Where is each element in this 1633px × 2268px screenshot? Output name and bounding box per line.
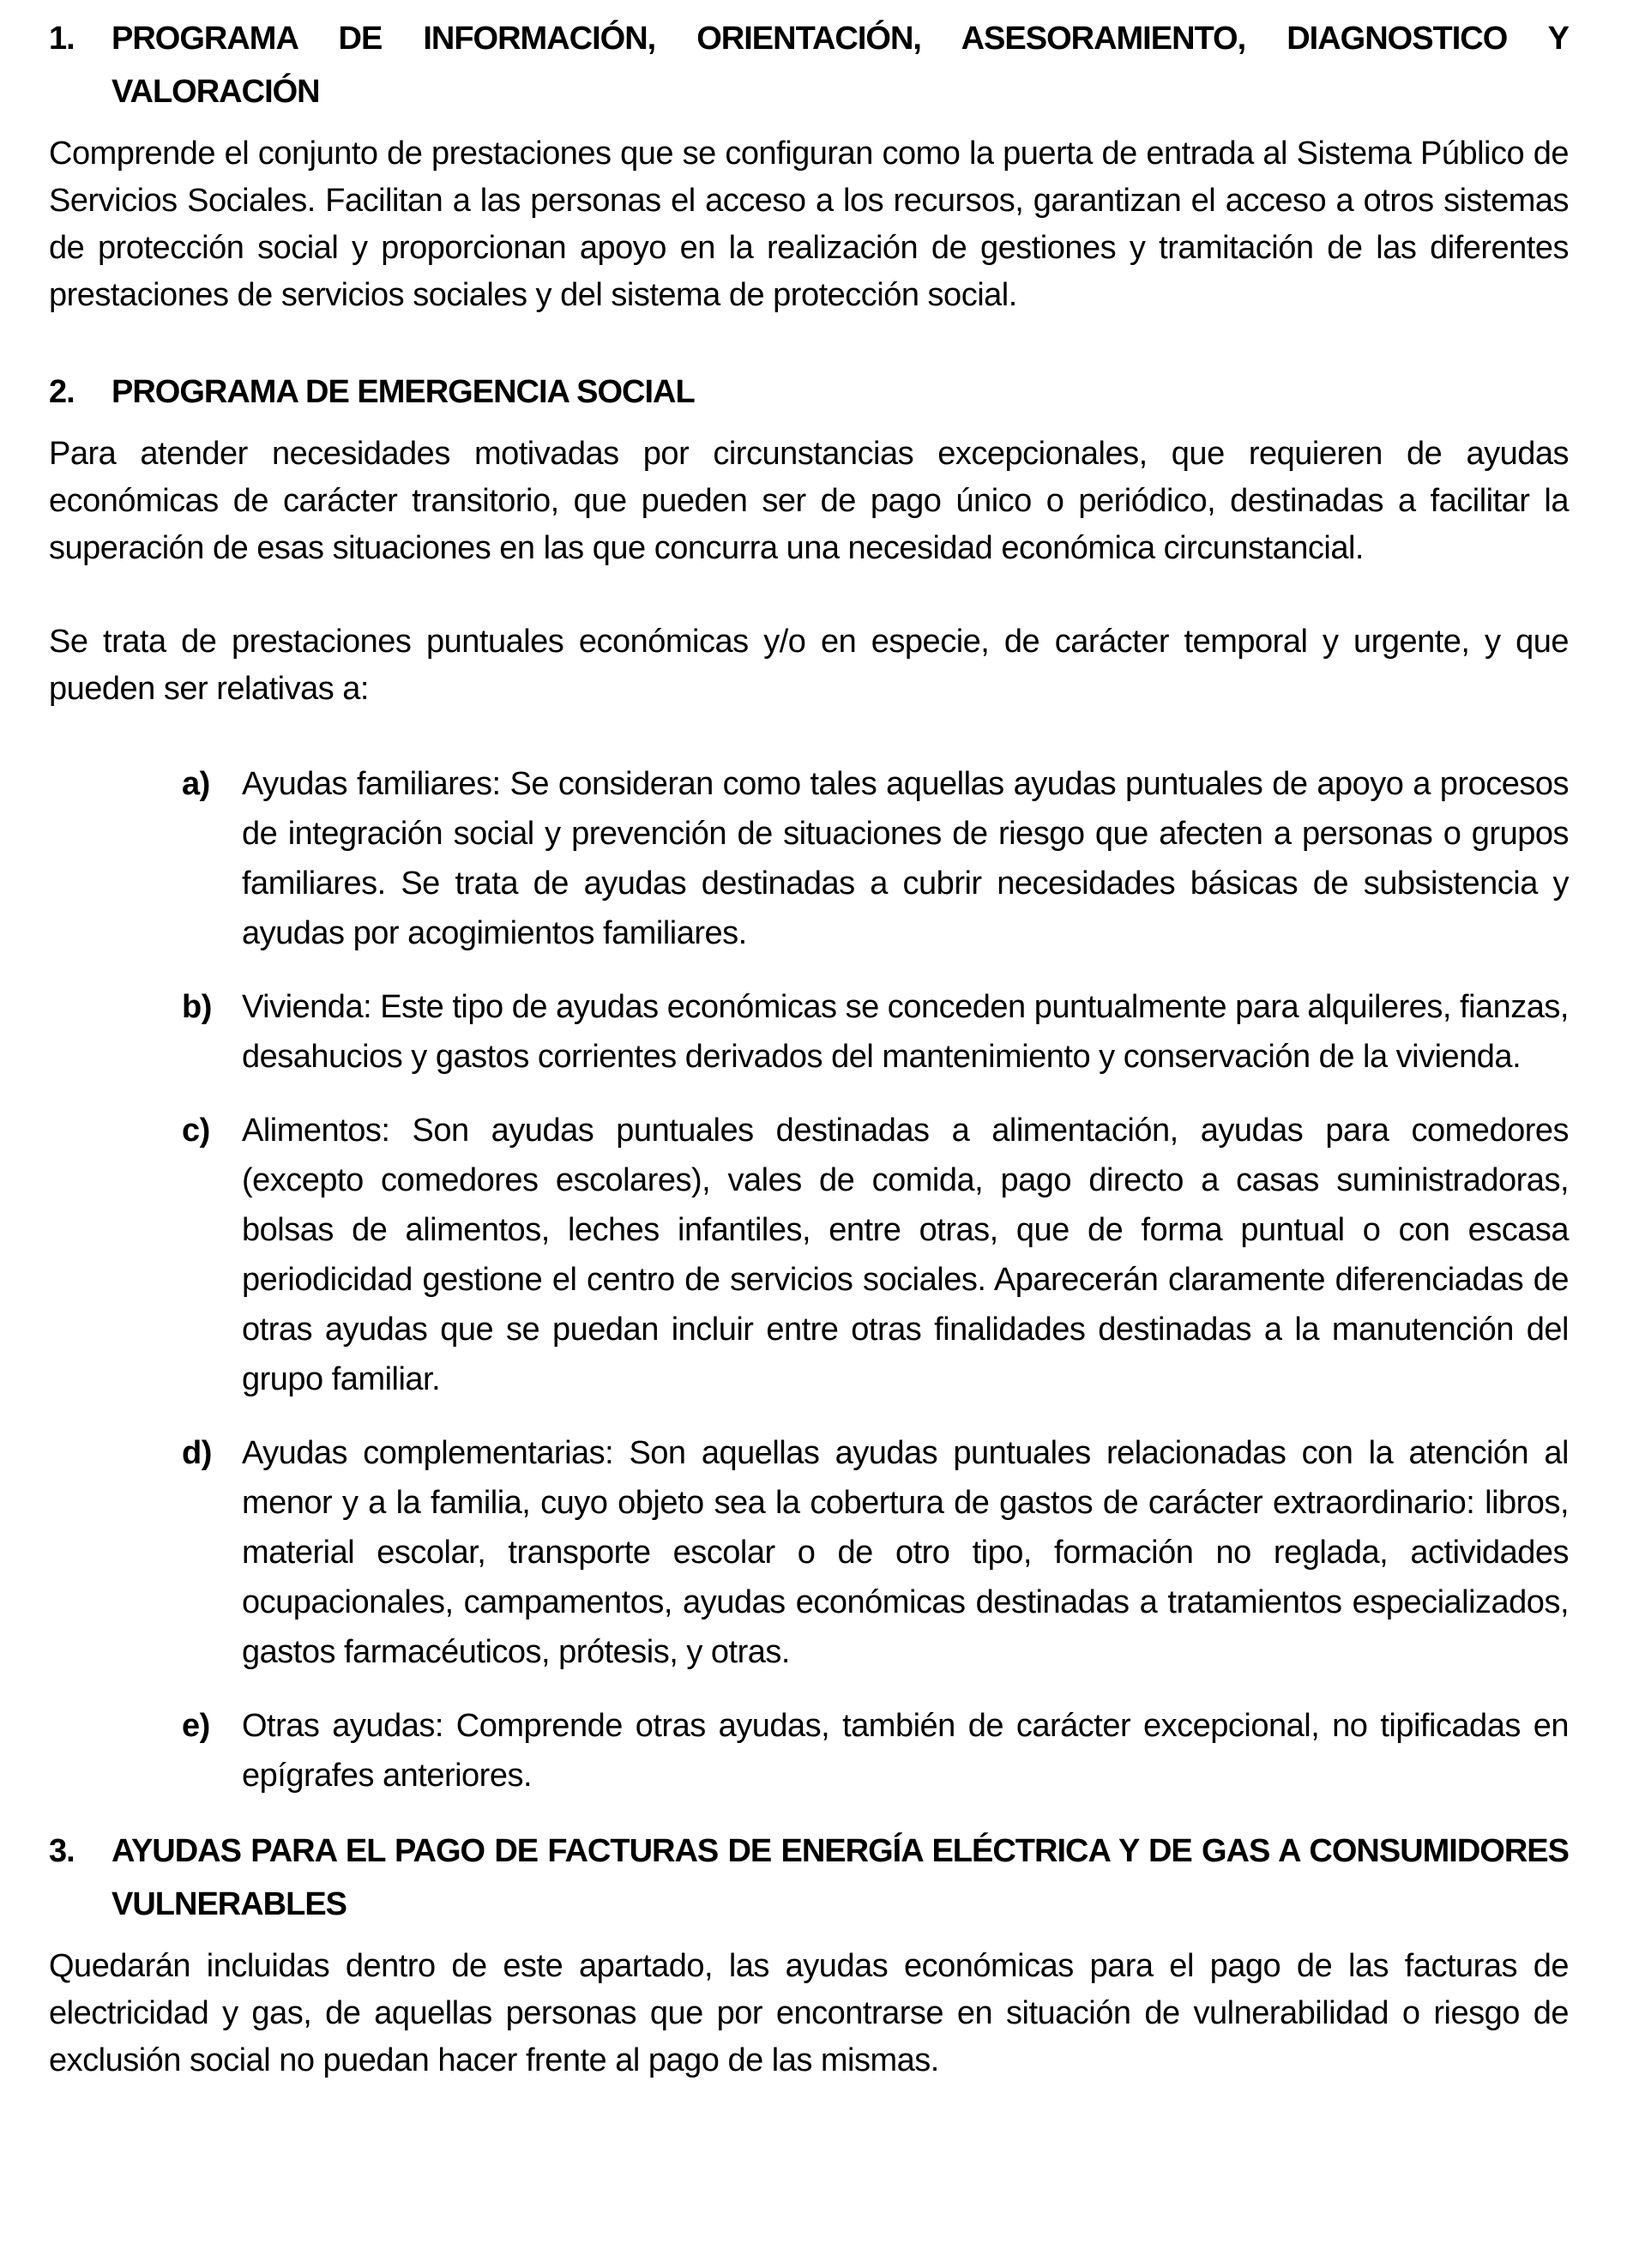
section-1-paragraph-1: Comprende el conjunto de prestaciones que se configuran como la puerta de entrada al Sistema Público de Servicios Sociales. Facilitan a las personas el acceso a los recursos, garantizan el acceso a otros sistemas de protección social y proporcionan apoyo en la realización de gestiones y tramitación de las diferentes prestaciones de servicios sociales y del sistema de protección social. — [49, 136, 1569, 313]
section-1-heading — [49, 12, 1569, 118]
section-2-paragraph-2: Se trata de prestaciones puntuales económicas y/o en especie, de carácter temporal y urgente, y que pueden ser relativas a: — [49, 624, 1569, 707]
section-programa-informacion — [49, 12, 1569, 319]
list-item-e-text: Otras ayudas: Comprende otras ayudas, también de carácter excepcional, no tipificadas en epígrafes anteriores. — [242, 1708, 1569, 1794]
list-item-b — [182, 982, 1569, 1082]
list-item-e — [182, 1701, 1569, 1801]
section-2-heading — [49, 365, 1569, 419]
section-2-number: 2. — [49, 374, 75, 410]
section-2-title: PROGRAMA DE EMERGENCIA SOCIAL — [111, 374, 695, 410]
list-item-b-label: b) — [182, 989, 212, 1025]
section-3-paragraph-1: Quedarán incluidas dentro de este apartado, las ayudas económicas para el pago de las facturas de electricidad y gas, de aquellas personas que por encontrarse en situación de vulnerabilidad o riesgo de exclusión social no puedan hacer frente al pago de las mismas. — [49, 1948, 1569, 2078]
list-item-c-text: Alimentos: Son ayudas puntuales destinadas a alimentación, ayudas para comedores (excepto comedores escolares), vales de comida, pago directo a casas suministradoras, bolsas de alimentos, leches infantiles, entre otras, que de forma puntual o con escasa periodicidad gestione el centro de servicios sociales. Aparecerán claramente diferenciadas de otras ayudas que se puedan incluir entre otras finalidades destinadas a la manutención del grupo familiar. — [242, 1113, 1569, 1397]
section-2-paragraph-1: Para atender necesidades motivadas por circunstancias excepcionales, que requieren de ayudas económicas de carácter transitorio, que pueden ser de pago único o periódico, destinadas a facilitar la superación de esas situaciones en las que concurra una necesidad económica circunstancial. — [49, 436, 1569, 566]
list-item-c-label: c) — [182, 1113, 210, 1149]
list-item-b-text: Vivienda: Este tipo de ayudas económicas se conceden puntualmente para alquileres, fianzas, desahucios y gastos corrientes derivados del mantenimiento y conservación de la vivienda. — [242, 989, 1569, 1075]
list-item-a-label: a) — [182, 766, 210, 802]
section-ayudas-facturas-energia — [49, 1825, 1569, 2084]
list-item-d-label: d) — [182, 1435, 212, 1471]
list-item-c — [182, 1106, 1569, 1404]
list-item-a-text: Ayudas familiares: Se consideran como tales aquellas ayudas puntuales de apoyo a procesos de integración social y prevención de situaciones de riesgo que afecten a personas o grupos familiares. Se trata de ayudas destinadas a cubrir necesidades básicas de subsistencia y ayudas por acogimientos familiares. — [242, 766, 1569, 951]
section-programa-emergencia-social — [49, 365, 1569, 1801]
list-item-d-text: Ayudas complementarias: Son aquellas ayudas puntuales relacionadas con la atención al menor y a la familia, cuyo objeto sea la cobertura de gastos de carácter extraordinario: libros, material escolar, transporte escolar o de otro tipo, formación no reglada, actividades ocupacionales, campamentos, ayudas económicas destinadas a tratamientos especializados, gastos farmacéuticos, prótesis, y otras. — [242, 1435, 1569, 1670]
section-3-number: 3. — [49, 1833, 75, 1869]
list-item-a — [182, 759, 1569, 958]
lettered-list — [49, 759, 1569, 1801]
section-1-number: 1. — [49, 21, 75, 57]
section-3-title: AYUDAS PARA EL PAGO DE FACTURAS DE ENERGÍA ELÉCTRICA Y DE GAS A CONSUMIDORES VULNERABLES — [111, 1833, 1569, 1922]
section-1-title: PROGRAMA DE INFORMACIÓN, ORIENTACIÓN, ASESORAMIENTO, DIAGNOSTICO Y VALORACIÓN — [111, 21, 1569, 110]
section-3-heading — [49, 1825, 1569, 1931]
list-item-e-label: e) — [182, 1708, 210, 1744]
list-item-d — [182, 1428, 1569, 1677]
